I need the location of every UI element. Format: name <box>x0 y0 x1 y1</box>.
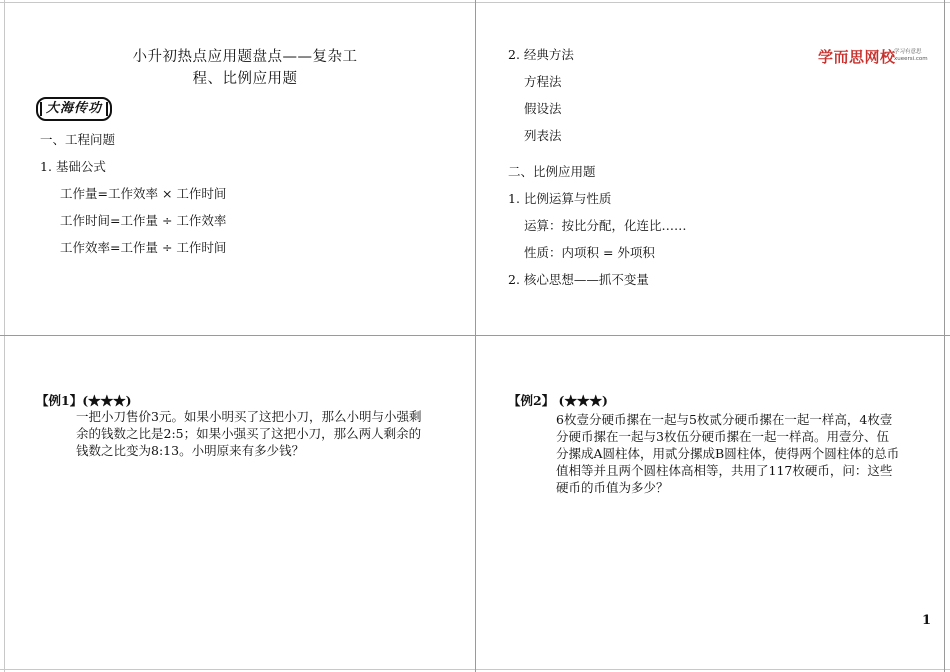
example-1-line: 一把小刀售价3元。如果小明买了这把小刀，那么小明与小强剩 <box>76 409 422 424</box>
example-1-body <box>76 408 421 459</box>
vertical-divider <box>475 0 476 672</box>
section-badge: 大海传功 <box>36 97 112 121</box>
ratio-properties: 性质：内项积 = 外项积 <box>524 245 655 260</box>
subheading-formulas: 1. 基础公式 <box>40 159 106 174</box>
logo-url: xueersi.com <box>894 56 928 62</box>
border-right <box>944 0 945 672</box>
method-2: 假设法 <box>524 101 562 116</box>
subheading-ratio: 1. 比例运算与性质 <box>508 191 612 206</box>
example-1-line: 余的钱数之比是2:5；如果小强买了这把小刀，那么两人剩余的 <box>76 426 422 441</box>
title-line-2: 程、比例应用题 <box>192 71 298 87</box>
formula-2: 工作时间=工作量 ÷ 工作效率 <box>60 213 227 228</box>
section-heading-1: 一、工程问题 <box>40 132 116 147</box>
formula-1: 工作量=工作效率 × 工作时间 <box>60 186 227 201</box>
method-3: 列表法 <box>524 128 562 143</box>
example-2-line: 6枚壹分硬币摞在一起与5枚贰分硬币摞在一起一样高，4枚壹 <box>556 412 893 427</box>
formula-3: 工作效率=工作量 ÷ 工作时间 <box>60 240 227 255</box>
border-left <box>4 0 5 672</box>
logo-slogan: 学习有意思 <box>894 49 922 55</box>
subheading-methods: 2. 经典方法 <box>508 47 574 62</box>
logo-text: 学而思网校 <box>818 48 896 66</box>
method-1: 方程法 <box>524 74 562 89</box>
example-2-line: 值相等并且两个圆柱体高相等，共用了117枚硬币，问：这些 <box>556 463 893 478</box>
example-2-label: 【例2】 (★★★) <box>508 393 608 408</box>
logo-subtext <box>894 49 934 63</box>
horizontal-divider <box>0 335 950 336</box>
brand-logo <box>818 46 930 68</box>
example-2-line: 分硬币摞在一起与3枚伍分硬币摞在一起一样高。用壹分、伍 <box>556 429 889 444</box>
example-2-line: 硬币的币值为多少？ <box>556 480 669 495</box>
example-2-line: 分摞成A圆柱体，用贰分摞成B圆柱体，使得两个圆柱体的总币 <box>556 446 900 461</box>
page-number: 1 <box>922 613 932 628</box>
title-line-1: 小升初热点应用题盘点——复杂工 <box>132 49 358 65</box>
example-2-body <box>556 411 899 496</box>
page-title <box>60 46 430 90</box>
example-1-label: 【例1】(★★★) <box>36 393 132 408</box>
ratio-operations: 运算：按比分配，化连比…… <box>524 218 687 233</box>
example-1-line: 钱数之比变为8:13。小明原来有多少钱？ <box>76 443 305 458</box>
core-idea: 2. 核心思想——抓不变量 <box>508 272 649 287</box>
section-heading-2: 二、比例应用题 <box>508 164 596 179</box>
